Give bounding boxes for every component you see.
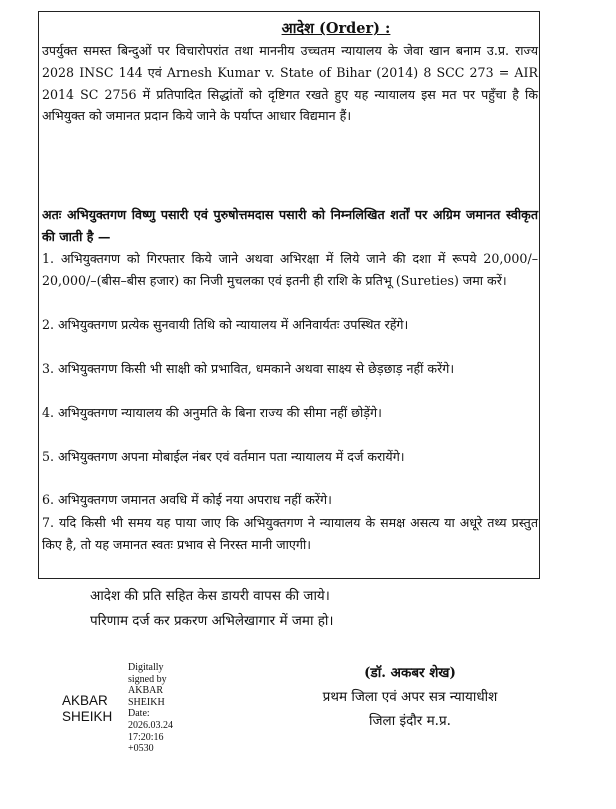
- sig-meta-line: 2026.03.24: [128, 719, 173, 731]
- judge-place: जिला इंदौर म.प्र.: [369, 713, 451, 729]
- signer-last-name: SHEIKH: [62, 709, 113, 724]
- sig-meta-line: SHEIKH: [128, 696, 165, 708]
- bail-heading: अतः अभियुक्तगण विष्णु पसारी एवं पुरुषोत्तमदास पसारी को निम्नलिखित शर्तों पर अग्रिम जमानत स्वीकृत की जाती है —: [42, 207, 538, 244]
- sig-meta-line: Digitally: [128, 662, 164, 673]
- judge-designation: प्रथम जिला एवं अपर सत्र न्यायाधीश: [322, 689, 498, 705]
- sig-meta-line: +0530: [128, 743, 154, 755]
- sig-meta-line: Date:: [128, 708, 150, 720]
- condition-1: 1. अभियुक्तगण को गिरफ्तार किये जाने अथवा अभिरक्षा में लिये जाने की दशा में रूपये 20,000/–20,000/–(बीस–बीस हजार) का निजी मुचलका एवं इतनी ही राशि के प्रतिभू (Sureties) जमा करें।: [42, 251, 538, 288]
- condition-4: 4. अभियुक्तगण न्यायालय की अनुमति के बिना राज्य की सीमा नहीं छोड़ेंगे।: [42, 405, 382, 420]
- sig-meta-line: signed by: [128, 673, 167, 685]
- condition-6: 6. अभियुक्तगण जमानत अवधि में कोई नया अपराध नहीं करेंगे।: [42, 492, 332, 507]
- order-paragraph: उपर्युक्त समस्त बिन्दुओं पर विचारोपरांत तथा माननीय उच्चतम न्यायालय के जेवा खान बनाम उ.प्र. राज्य 2028 INSC 144 एवं Arnesh Kumar v. State of Bihar (2014) 8 SCC 273 = AIR 2014 SC 2756 में प्रतिपादित सिद्धांतों को दृष्टिगत रखते हुए यह न्यायालय इस मत पर पहुँचा है कि अभियुक्त को जमानत प्रदान किये जाने के पर्याप्त आधार विद्यमान हैं।: [42, 43, 538, 124]
- sig-meta-line: AKBAR: [128, 685, 164, 697]
- signer-first-name: AKBAR: [62, 693, 108, 708]
- condition-3: 3. अभियुक्तगण किसी भी साक्षी को प्रभावित, धमकाने अथवा साक्ष्य से छेड़छाड़ नहीं करेंगे।: [42, 361, 455, 376]
- judge-name: (डॉ. अकबर शेख): [364, 665, 456, 681]
- condition-2: 2. अभियुक्तगण प्रत्येक सुनवायी तिथि को न्यायालय में अनिवार्यतः उपस्थित रहेंगे।: [42, 317, 409, 332]
- sig-meta-line: 17:20:16: [128, 731, 164, 743]
- footer-line-copy: आदेश की प्रति सहित केस डायरी वापस की जाये।: [90, 588, 330, 604]
- judge-signature-block: [282, 661, 538, 733]
- digital-signature-name: [62, 693, 112, 725]
- footer-line-record: परिणाम दर्ज कर प्रकरण अभिलेखागार में जमा हो।: [90, 613, 334, 629]
- order-title: आदेश (Order) :: [281, 20, 391, 37]
- condition-7: 7. यदि किसी भी समय यह पाया जाए कि अभियुक्तगण ने न्यायालय के समक्ष असत्य या अधूरे तथ्य प्रस्तुत किए है, तो यह जमानत स्वतः प्रभाव से निरस्त मानी जाएगी।: [42, 515, 538, 552]
- digital-signature-meta: [128, 662, 218, 755]
- condition-5: 5. अभियुक्तगण अपना मोबाईल नंबर एवं वर्तमान पता न्यायालय में दर्ज करायेंगे।: [42, 449, 405, 464]
